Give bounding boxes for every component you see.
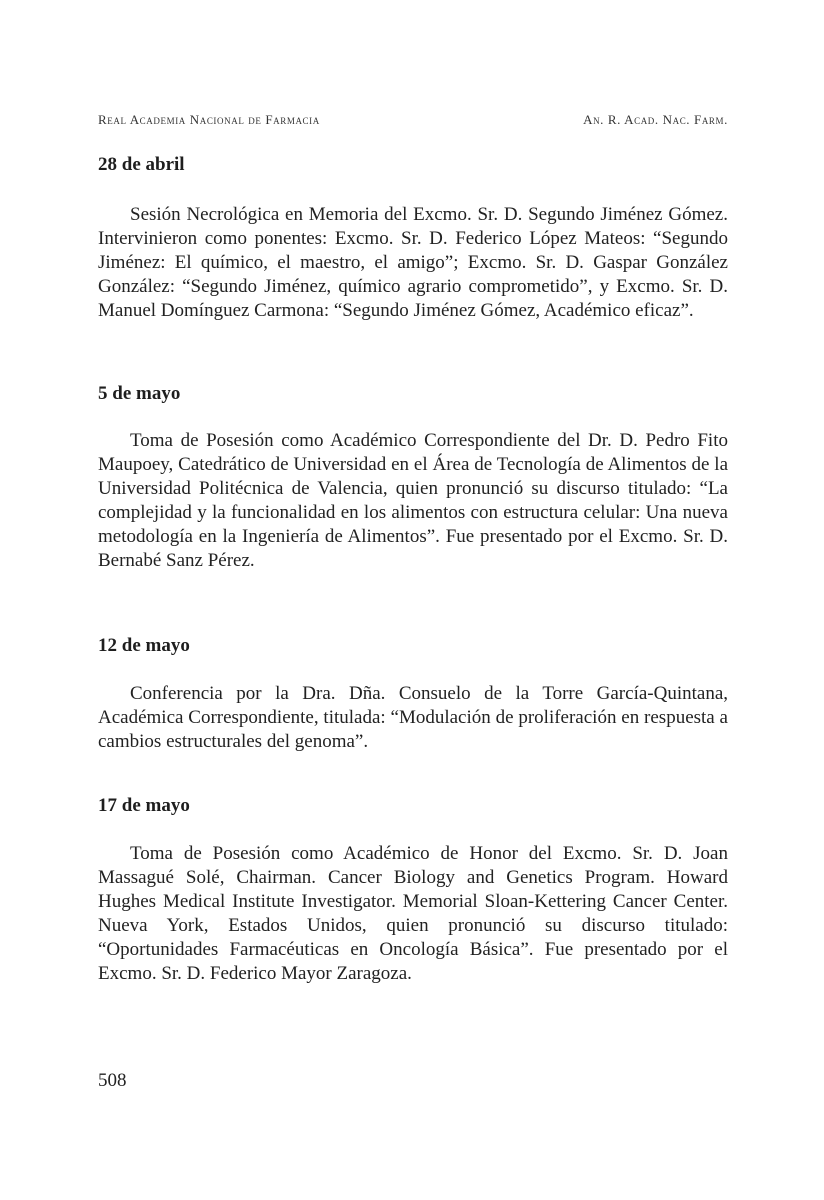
entry-text: Toma de Posesión como Académico de Honor del Excmo. Sr. D. Joan Massagué Solé, Chairman. Cancer Biology and Genetics Program. Howard Hughes Medical Institute Investigator. Memorial Sloan-Kettering Cancer Center. Nueva York, Estados Unidos, quien pronunció su discurso titulado: “Oportunidades Farmacéuticas en Oncología Básica”. Fue presentado por el Excmo. Sr. D. Federico Mayor Zaragoza.	[98, 843, 728, 984]
entry-date: 28 de abril	[98, 154, 185, 175]
entry-date: 5 de mayo	[98, 383, 181, 404]
page-number: 508	[98, 1070, 127, 1091]
entry-text: Conferencia por la Dra. Dña. Consuelo de la Torre García-Quintana, Académica Correspondiente, titulada: “Modulación de proliferación en respuesta a cambios estructurales del genoma”.	[98, 683, 728, 752]
entry-date: 17 de mayo	[98, 795, 190, 816]
entry-text: Toma de Posesión como Académico Correspondiente del Dr. D. Pedro Fito Maupoey, Catedrático de Universidad en el Área de Tecnología de Alimentos de la Universidad Politécnica de Valencia, quien pronunció su discurso titulado: “La complejidad y la funcionalidad en los alimentos con estructura celular: Una nueva metodología en la Ingeniería de Alimentos”. Fue presentado por el Excmo. Sr. D. Bernabé Sanz Pérez.	[98, 430, 728, 571]
journal-name: Real Academia Nacional de Farmacia	[98, 112, 320, 127]
entry-date: 12 de mayo	[98, 635, 190, 656]
journal-abbreviation: An. R. Acad. Nac. Farm.	[583, 112, 728, 127]
entry-text: Sesión Necrológica en Memoria del Excmo. Sr. D. Segundo Jiménez Gómez. Intervinieron como ponentes: Excmo. Sr. D. Federico López Mateos: “Segundo Jiménez: El químico, el maestro, el amigo”; Excmo. Sr. D. Gaspar González González: “Segundo Jiménez, químico agrario comprometido”, y Excmo. Sr. D. Manuel Domínguez Carmona: “Segundo Jiménez Gómez, Académico eficaz”.	[98, 204, 728, 321]
